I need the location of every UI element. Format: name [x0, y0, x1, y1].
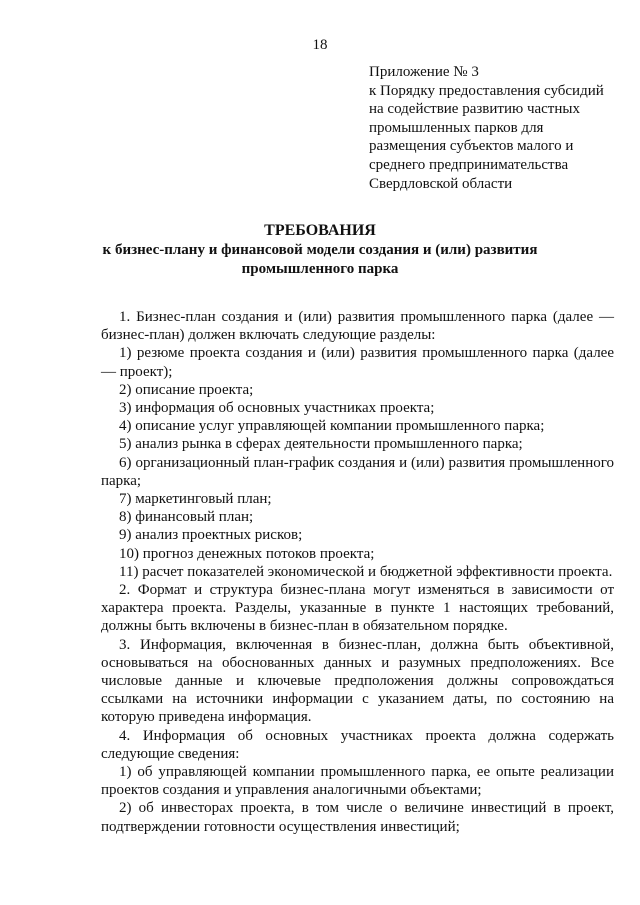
appendix-reference [369, 63, 629, 193]
document-body [101, 308, 614, 836]
document-subtitle-line-2: промышленного парка [241, 260, 399, 277]
document-title: ТРЕБОВАНИЯ [264, 222, 376, 239]
appendix-line: Приложение № 3 [369, 64, 479, 80]
list-item: 7) маркетинговый план; [119, 491, 272, 508]
list-item: 3) информация об основных участниках проекта; [119, 400, 435, 417]
list-item: 1) резюме проекта создания и (или) развития промышленного парка (далее — проект); [101, 345, 614, 380]
appendix-line: промышленных парков для [369, 119, 544, 136]
appendix-line: на содействие развитию частных [369, 101, 580, 118]
list-item: 2) описание проекта; [119, 381, 254, 398]
list-item: 5) анализ рынка в сферах деятельности промышленного парка; [119, 436, 523, 453]
list-item: 10) прогноз денежных потоков проекта; [119, 545, 375, 562]
appendix-line: Свердловской области [369, 175, 513, 192]
paragraph-4: 4. Информация об основных участниках проекта должна содержать следующие сведения: [101, 727, 614, 762]
list-item: 4) описание услуг управляющей компании промышленного парка; [119, 418, 545, 435]
list-item: 2) об инвесторах проекта, в том числе о величине инвестиций в проект, подтверждении готовности осуществления инвестиций; [101, 800, 614, 835]
document-heading [0, 221, 640, 278]
appendix-line: размещения субъектов малого и [369, 138, 574, 155]
list-item: 8) финансовый план; [119, 509, 254, 526]
list-item: 6) организационный план-график создания и (или) развития промышленного парка; [101, 454, 614, 489]
paragraph-2: 2. Формат и структура бизнес-плана могут изменяться в зависимости от характера проекта. Разделы, указанные в пункте 1 настоящих требований, должны быть включены в бизнес-план в обязательном порядке. [101, 582, 614, 635]
list-item: 1) об управляющей компании промышленного парка, ее опыте реализации проектов создания и управления аналогичными объектами; [101, 764, 614, 799]
paragraph-1: 1. Бизнес-план создания и (или) развития промышленного парка (далее — бизнес-план) должен включать следующие разделы: [101, 309, 614, 344]
document-subtitle-line-1: к бизнес-плану и финансовой модели создания и (или) развития [102, 242, 538, 258]
appendix-line: к Порядку предоставления субсидий [369, 82, 604, 99]
paragraph-3: 3. Информация, включенная в бизнес-план, должна быть объективной, основываться на обоснованных данных и разумных предположениях. Все числовые данные и ключевые предположения должны сопровождаться ссылками на источники информации с указанием даты, по состоянию на которую приведена информация. [101, 636, 614, 726]
appendix-line: среднего предпринимательства [369, 156, 569, 173]
page-number: 18 [312, 37, 328, 53]
list-item: 9) анализ проектных рисков; [119, 527, 303, 544]
list-item: 11) расчет показателей экономической и бюджетной эффективности проекта. [119, 563, 613, 580]
